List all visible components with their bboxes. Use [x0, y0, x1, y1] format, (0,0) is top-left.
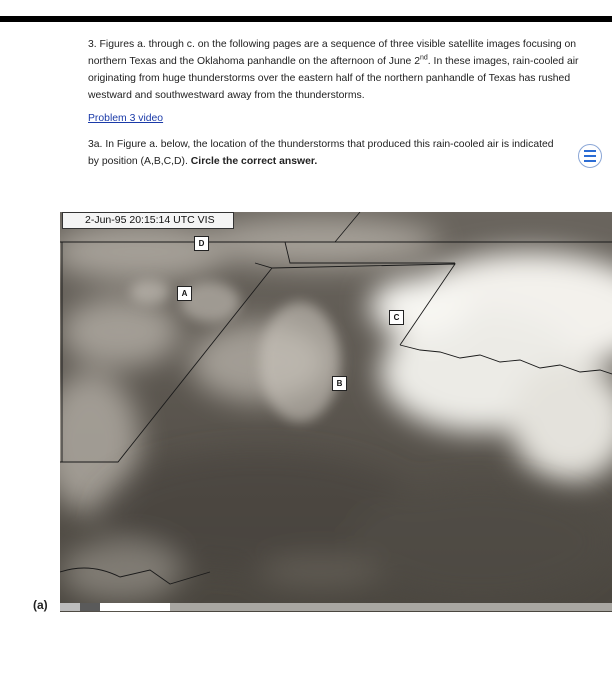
top-rule — [0, 16, 612, 22]
satellite-image — [60, 212, 612, 612]
instruction-bold: Circle the correct answer. — [190, 156, 318, 167]
menu-button[interactable] — [578, 144, 602, 168]
marker-d[interactable]: D — [194, 236, 209, 251]
image-timestamp: 2-Jun-95 20:15:14 UTC VIS — [62, 212, 234, 229]
question-text-part2: . In these images, rain-cooled air originating from huge thunderstorms over the eastern half of the northern panhandle of Texas has rushed westward and southwestward away from the thunderstorms. — [88, 56, 579, 101]
marker-a[interactable]: A — [177, 286, 192, 301]
subquestion-text: 3a. In Figure a. below, the location of the thunderstorms that produced this rain-cooled air is indicated by position (A,B,C,D). — [88, 139, 554, 167]
satellite-image-graphic — [60, 212, 612, 612]
superscript-nd: nd — [419, 54, 428, 62]
problem-video-link[interactable]: Problem 3 video — [88, 113, 164, 124]
subquestion-paragraph — [88, 136, 558, 170]
marker-c[interactable]: C — [389, 310, 404, 325]
gray-scale-strip — [60, 603, 612, 611]
question-paragraph — [88, 36, 588, 104]
question-text-part1: 3. Figures a. through c. on the following pages are a sequence of three visible satellite images focusing on northern Texas and the Oklahoma panhandle on the afternoon of June 2 — [88, 39, 577, 67]
marker-b[interactable]: B — [332, 376, 347, 391]
hamburger-menu-icon — [584, 149, 596, 164]
figure-label: (a) — [33, 598, 48, 612]
